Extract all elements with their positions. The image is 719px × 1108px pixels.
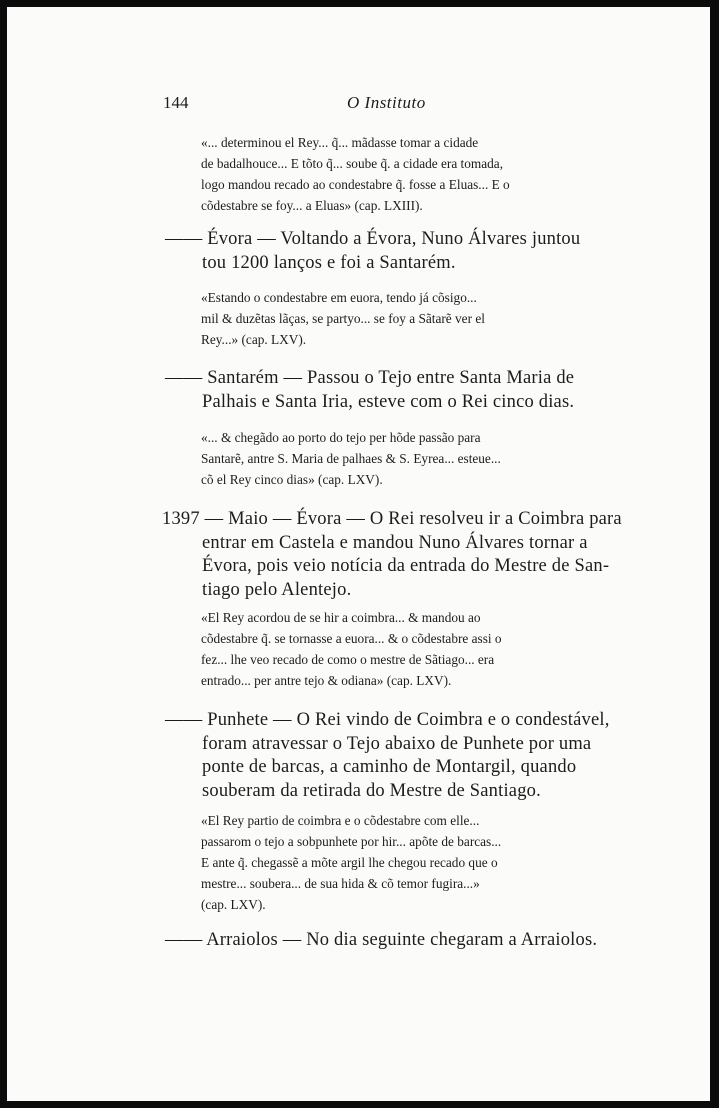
entry-line: entrar em Castela e mandou Nuno Álvares tornar a — [202, 532, 588, 553]
entry-line: tou 1200 lanços e foi a Santarém. — [202, 252, 456, 273]
chronology-entry — [165, 709, 655, 803]
entry-line: souberam da retirada do Mestre de Santiago. — [202, 780, 541, 801]
chronology-entry — [165, 367, 655, 414]
entry-line: 1397 — Maio — Évora — O Rei resolveu ir a Coimbra para — [162, 509, 622, 529]
entry-line: —— Arraiolos — No dia seguinte chegaram a Arraiolos. — [165, 930, 598, 950]
chronology-entry — [165, 228, 655, 275]
quote-block — [201, 810, 641, 915]
book-page — [7, 7, 710, 1101]
quote-line: (cap. LXV). — [201, 897, 266, 912]
quote-line: «... & chegãdo ao porto do tejo per hõde passão para — [201, 430, 481, 445]
quote-line: entrado... per antre tejo & odiana» (cap. LXV). — [201, 673, 452, 688]
entry-line: —— Évora — Voltando a Évora, Nuno Álvares juntou — [165, 229, 581, 249]
entry-line: tiago pelo Alentejo. — [202, 579, 352, 600]
quote-line: «El Rey partio de coimbra e o cõdestabre com elle... — [201, 813, 480, 828]
quote-line: mil & duzẽtas lãças, se partyo... se foy a Sãtarẽ ver el — [201, 311, 485, 326]
quote-line: «El Rey acordou de se hir a coimbra... & mandou ao — [201, 610, 481, 625]
quote-block — [201, 132, 641, 216]
entry-line: —— Punhete — O Rei vindo de Coimbra e o condestável, — [165, 710, 610, 730]
quote-line: logo mandou recado ao condestabre q̃. fosse a Eluas... E o — [201, 177, 510, 192]
entry-line: foram atravessar o Tejo abaixo de Punhete por uma — [202, 733, 592, 754]
quote-line: fez... lhe veo recado de como o mestre de Sãtiago... era — [201, 652, 495, 667]
quote-line: mestre... soubera... de sua hida & cõ temor fugira...» — [201, 876, 480, 891]
quote-line: «Estando o condestabre em euora, tendo já cõsigo... — [201, 290, 477, 305]
entry-line: Palhais e Santa Iria, esteve com o Rei cinco dias. — [202, 391, 575, 412]
page-number: 144 — [163, 93, 189, 112]
quote-block — [201, 287, 641, 350]
quote-line: Rey...» (cap. LXV). — [201, 332, 307, 347]
quote-line: cõdestabre q̃. se tornasse a euora... & o cõdestabre assi o — [201, 631, 502, 646]
quote-line: cõdestabre se foy... a Eluas» (cap. LXIII). — [201, 198, 423, 213]
quote-line: «... determinou el Rey... q̃... mãdasse tomar a cidade — [201, 135, 479, 150]
quote-line: cõ el Rey cinco dias» (cap. LXV). — [201, 472, 383, 487]
quote-line: Santarẽ, antre S. Maria de palhaes & S. Eyrea... esteue... — [201, 451, 501, 466]
entry-line: ponte de barcas, a caminho de Montargil, quando — [202, 757, 577, 777]
chronology-entry — [165, 929, 655, 953]
quote-line: passarom o tejo a sobpunhete por hir... apõte de barcas... — [201, 834, 502, 849]
chronology-entry — [162, 508, 654, 602]
quote-line: E ante q̃. chegassẽ a mõte argil lhe chegou recado que o — [201, 855, 498, 870]
quote-block — [201, 427, 641, 490]
entry-line: Évora, pois veio notícia da entrada do Mestre de San- — [202, 556, 610, 576]
entry-line: —— Santarém — Passou o Tejo entre Santa Maria de — [165, 368, 575, 388]
page-header — [7, 93, 710, 117]
quote-line: de badalhouce... E tõto q̃... soube q̃. a cidade era tomada, — [201, 156, 504, 171]
quote-block — [201, 607, 641, 691]
running-title: O Instituto — [347, 93, 426, 112]
